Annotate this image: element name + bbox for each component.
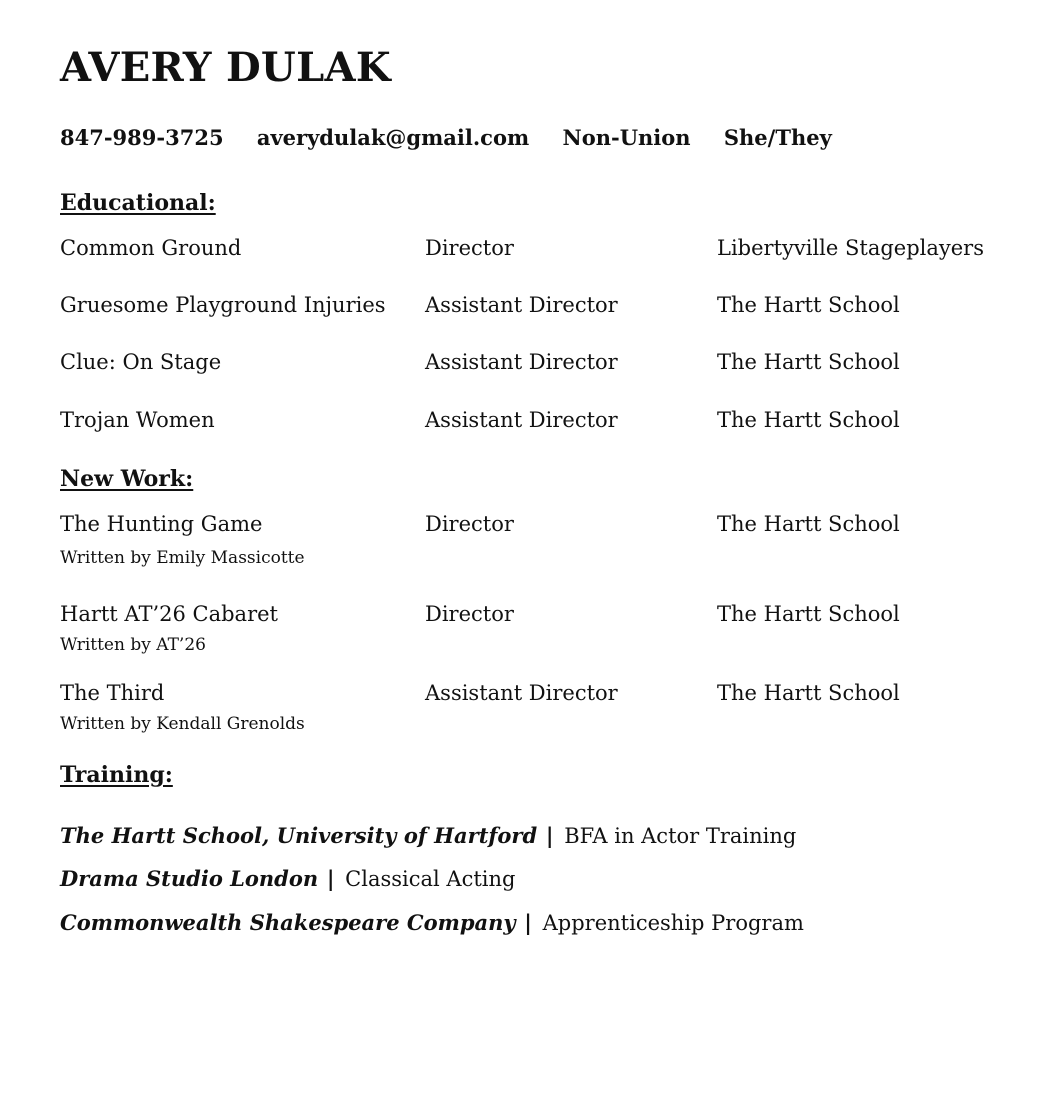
section-title-educational: Educational: [60, 190, 216, 216]
training-institution: Drama Studio London [60, 866, 319, 891]
separator: | [326, 866, 335, 891]
production-title: Hartt AT’26 Cabaret [60, 602, 278, 626]
company: The Hartt School [717, 512, 900, 536]
production-title: Clue: On Stage [60, 350, 222, 374]
role: Assistant Director [425, 293, 618, 317]
role: Assistant Director [425, 350, 618, 374]
written-by-credit: Written by Kendall Grenolds [60, 714, 305, 734]
company: The Hartt School [717, 350, 900, 374]
production-title: Gruesome Playground Injuries [60, 293, 386, 317]
company: The Hartt School [717, 408, 900, 432]
contact-line [60, 125, 858, 150]
union-status: Non-Union [562, 125, 691, 150]
resume-name: AVERY DULAK [60, 44, 391, 91]
training-program: BFA in Actor Training [564, 824, 797, 848]
training-institution: The Hartt School, University of Hartford [60, 823, 538, 848]
company: The Hartt School [717, 681, 900, 705]
phone-number: 847-989-3725 [60, 125, 224, 150]
production-title: Common Ground [60, 236, 242, 260]
written-by-credit: Written by Emily Massicotte [60, 548, 305, 568]
role: Assistant Director [425, 681, 618, 705]
company: The Hartt School [717, 293, 900, 317]
training-item [60, 866, 515, 891]
training-program: Classical Acting [345, 867, 516, 891]
company: The Hartt School [717, 602, 900, 626]
production-title: The Hunting Game [60, 512, 263, 536]
section-title-training: Training: [60, 762, 173, 788]
pronouns: She/They [723, 125, 832, 150]
production-title: The Third [60, 681, 165, 705]
email-address: averydulak@gmail.com [256, 125, 530, 150]
training-item [60, 910, 804, 935]
role: Director [425, 512, 514, 536]
section-title-new-work: New Work: [60, 466, 194, 492]
role: Director [425, 236, 514, 260]
training-program: Apprenticeship Program [542, 911, 804, 935]
production-title: Trojan Women [60, 408, 215, 432]
training-item [60, 823, 796, 848]
role: Director [425, 602, 514, 626]
role: Assistant Director [425, 408, 618, 432]
training-institution: Commonwealth Shakespeare Company [60, 910, 516, 935]
company: Libertyville Stageplayers [717, 236, 984, 260]
written-by-credit: Written by AT’26 [60, 635, 206, 655]
separator: | [524, 910, 532, 935]
separator: | [545, 823, 554, 848]
